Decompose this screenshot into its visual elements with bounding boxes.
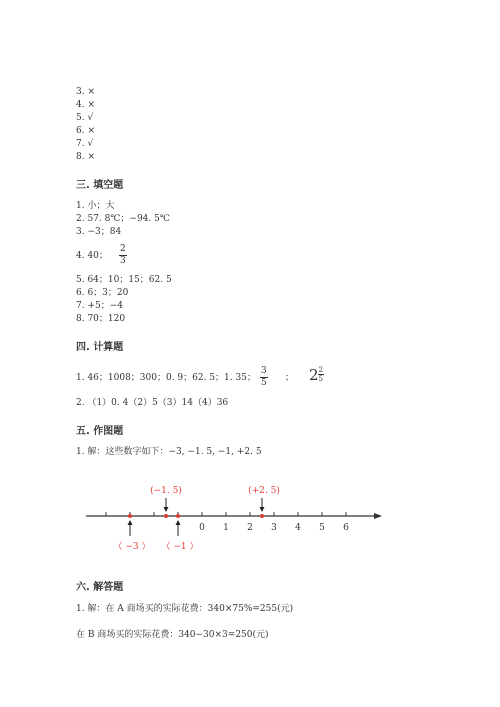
calc-answer-2: 2. （1）0. 4（2）5（3）14（4）36: [76, 398, 229, 408]
calc-answer-1-mixed-number: [309, 366, 323, 385]
label-minus-1-5: (−1. 5): [150, 486, 182, 496]
fill-answer-8: 8. 70；120: [76, 314, 126, 324]
fill-answer-4-fraction: [120, 244, 126, 267]
arrowhead-up-icon: [176, 520, 181, 525]
fraction-numerator: 2: [318, 365, 324, 374]
judge-item-3: 3. ×: [76, 87, 95, 97]
section-solve-title: 六. 解答题: [76, 582, 124, 593]
number-line-diagram: [76, 478, 396, 568]
arrowhead-down-icon: [164, 507, 169, 512]
solve-answer-1-b: 在 B 商场买的实际花费：340−30×3=250(元): [76, 630, 269, 640]
draw-answer-1: 1. 解：这些数字如下：−3, −1. 5, −1, +2. 5: [76, 447, 262, 457]
axis-arrow-icon: [374, 513, 382, 519]
tick-label: 4: [295, 523, 301, 533]
tick-label: 6: [343, 523, 349, 533]
point-plus-2-5: [260, 514, 264, 518]
section-fill-title: 三. 填空题: [76, 180, 124, 191]
judge-item-4: 4. ×: [76, 100, 95, 110]
fraction-denominator: 3: [120, 256, 126, 266]
calc-separator: ；: [285, 373, 295, 383]
fill-answer-3: 3. −3；84: [76, 227, 122, 237]
judge-item-8: 8. ×: [76, 152, 95, 162]
arrowhead-down-icon: [260, 507, 265, 512]
calc-answer-1: 1. 46；1008；300；0. 9；62. 5；1. 35；: [76, 373, 256, 383]
point-minus-1-5: [164, 514, 168, 518]
fraction-denominator: 5: [261, 378, 267, 388]
fill-answer-4: 4. 40；: [76, 251, 108, 261]
fill-answer-6: 6. 6；3；20: [76, 288, 129, 298]
fill-answer-7: 7. +5；−4: [76, 301, 123, 311]
tick-label: 1: [223, 523, 229, 533]
fill-answer-2: 2. 57. 8℃；−94. 5℃: [76, 214, 170, 224]
calc-answer-1-fraction: [261, 366, 267, 389]
arrowhead-up-icon: [128, 520, 133, 525]
fraction-denominator: 5: [318, 374, 324, 383]
label-minus-3: （ −3 ）: [113, 542, 151, 552]
section-calc-title: 四. 计算题: [76, 342, 124, 353]
fraction-numerator: 3: [261, 366, 267, 376]
mixed-fraction: [319, 366, 323, 383]
point-minus-3: [128, 514, 132, 518]
judge-item-6: 6. ×: [76, 126, 95, 136]
fill-answer-5: 5. 64；10；15；62. 5: [76, 275, 172, 285]
section-draw-title: 五. 作图题: [76, 426, 124, 437]
mixed-whole: 2: [309, 366, 319, 384]
label-minus-1: （ −1 ）: [161, 542, 199, 552]
fraction-numerator: 2: [120, 244, 126, 254]
tick-label: 2: [247, 523, 253, 533]
point-minus-1: [176, 514, 180, 518]
judge-item-7: 7. √: [76, 139, 94, 149]
tick-label: 3: [271, 523, 277, 533]
solve-answer-1: 1. 解：在 A 商场买的实际花费：340×75%=255(元): [76, 604, 294, 614]
fill-answer-1: 1. 小；大: [76, 201, 115, 211]
judge-item-5: 5. √: [76, 113, 94, 123]
label-plus-2-5: (+2. 5): [248, 486, 280, 496]
tick-label: 5: [319, 523, 325, 533]
tick-label: 0: [199, 523, 205, 533]
